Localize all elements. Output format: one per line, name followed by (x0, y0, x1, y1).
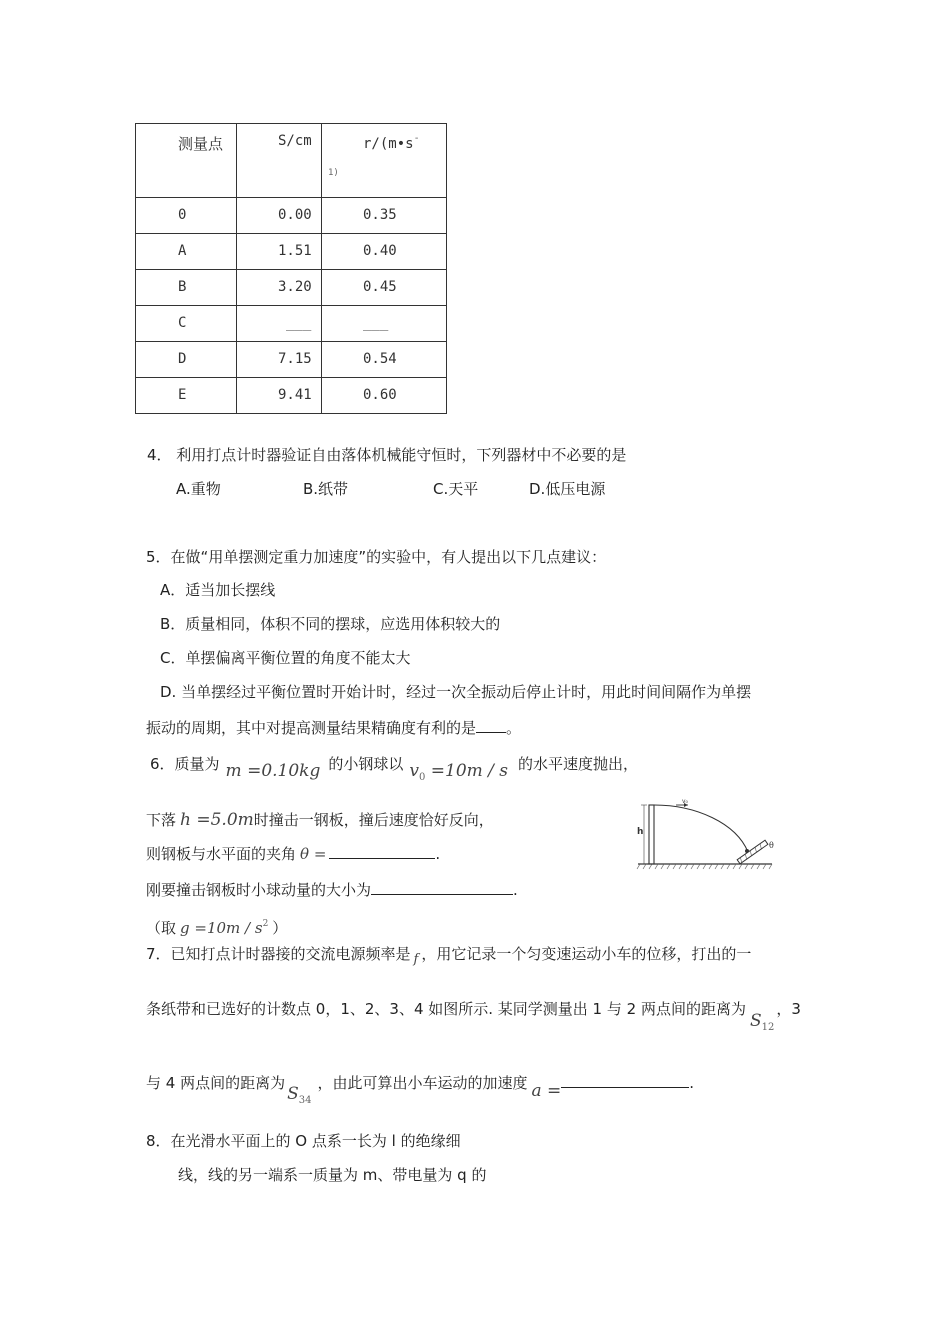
q6-text: ） (272, 919, 288, 937)
table-header-row (136, 124, 447, 198)
q7-text: ，用它记录一个匀变速运动小车的位移，打出的一 (421, 945, 752, 963)
table-cell: 3.20 (237, 270, 322, 306)
q6-end: . (435, 845, 441, 863)
table-cell: ___ (322, 306, 447, 342)
steel-plate-shape (737, 840, 768, 864)
header-label: S/cm (278, 133, 312, 149)
header-superscript: - (413, 133, 420, 144)
q6-text: 的小钢球以 (328, 755, 404, 773)
table-cell: C (136, 306, 237, 342)
table-row (136, 234, 447, 270)
table-cell: E (136, 378, 237, 414)
table-cell: 0.45 (322, 270, 447, 306)
q5-option-c: C．单摆偏离平衡位置的角度不能太大 (160, 649, 411, 667)
q4-option-d: D.低压电源 (529, 480, 606, 498)
trajectory-path (654, 805, 748, 852)
q6-velocity-symbol: v (409, 761, 419, 781)
q7-frequency-symbol: f (413, 952, 419, 967)
table-row (136, 342, 447, 378)
q6-text: 时撞击一钢板，撞后速度恰好反向， (253, 811, 494, 829)
q5-answer-blank[interactable] (476, 732, 506, 733)
q6-text: （取 (146, 919, 177, 937)
q7-acceleration-blank[interactable] (561, 1087, 689, 1088)
q6-end: . (513, 881, 518, 899)
q6-text: 则钢板与水平面的夹角 (146, 845, 297, 863)
q6-velocity-formula: =10m / s (425, 761, 509, 781)
figure-label-h: h (637, 827, 644, 837)
header-continuation: 1) (328, 168, 339, 178)
projectile-figure (636, 793, 776, 871)
q5-continuation (146, 718, 521, 738)
header-label: r/(m•s (363, 136, 414, 152)
table-cell: A (136, 234, 237, 270)
q5-option-d: D. 当单摆经过平衡位置时开始计时，经过一次全振动后停止计时，用此时间间隔作为单摆 (160, 683, 752, 701)
q5-option-a: A．适当加长摆线 (160, 581, 276, 599)
q5-cont-text: 振动的周期，其中对提高测量结果精确度有利的是 (146, 719, 477, 737)
q7-end: . (689, 1074, 695, 1092)
q7-s12-symbol: S (749, 1011, 762, 1031)
q6-momentum-blank[interactable] (371, 894, 513, 895)
q6-velocity-subscript: 0 (418, 772, 426, 783)
table-cell: 7.15 (237, 342, 322, 378)
q4-option-a: A.重物 (176, 480, 221, 498)
q7-s12-subscript: 12 (761, 1022, 775, 1033)
q6-line2 (146, 810, 494, 830)
table-cell: 1.51 (237, 234, 322, 270)
table-cell: 0.54 (322, 342, 447, 378)
figure-label-v0: v₀ (682, 798, 688, 805)
q6-mass-formula: m =0.10kg (225, 761, 321, 781)
q7-line1 (146, 944, 751, 966)
header-cell (136, 124, 237, 198)
table-cell: 0 (136, 198, 237, 234)
table-cell: 0.40 (322, 234, 447, 270)
q6-theta-formula: θ = (300, 845, 327, 863)
q7-text: 7．已知打点计时器接的交流电源频率是 (146, 945, 411, 963)
table-cell: 9.41 (237, 378, 322, 414)
q6-angle-blank[interactable] (329, 858, 435, 859)
q6-text: 下落 (146, 811, 177, 829)
table-cell: ___ (237, 306, 322, 342)
q6-gravity-formula: g =10m / s (180, 919, 263, 937)
header-label: 测量点 (178, 135, 224, 153)
q6-gravity-exponent: 2 (262, 919, 269, 929)
q6-line1 (150, 754, 638, 781)
table-cell: D (136, 342, 237, 378)
q8-line2: 线，线的另一端系一质量为 m、带电量为 q 的 (178, 1166, 487, 1184)
q5-stem: 5．在做“用单摆测定重力加速度”的实验中，有人提出以下几点建议： (146, 548, 607, 566)
q7-s34-subscript: 34 (298, 1095, 312, 1106)
q7-text: 条纸带和已选好的计数点 0，1、2、3、4 如图所示. 某同学测量出 1 与 2 两点间的距离为 (146, 1000, 746, 1018)
q4-option-c: C.天平 (433, 480, 479, 498)
table-cell: 0.60 (322, 378, 447, 414)
q6-text: 刚要撞击钢板时小球动量的大小为 (146, 881, 372, 899)
header-cell (237, 124, 322, 198)
q6-text: 6．质量为 (150, 755, 220, 773)
table-cell: 0.00 (237, 198, 322, 234)
q4-stem: 4． 利用打点计时器验证自由落体机械能守恒时，下列器材中不必要的是 (147, 446, 627, 464)
q7-s34-symbol: S (287, 1084, 299, 1104)
q6-height-formula: h =5.0m (180, 810, 254, 830)
q7-text: ，3 (776, 1000, 801, 1018)
q7-acceleration-formula: a = (531, 1081, 562, 1101)
table-cell: B (136, 270, 237, 306)
q6-line5 (146, 914, 287, 938)
table-row (136, 270, 447, 306)
q6-line4 (146, 880, 518, 900)
header-cell (322, 124, 447, 198)
q5-option-b: B．质量相同，体积不同的摆球，应选用体积较大的 (160, 615, 501, 633)
data-table (135, 123, 447, 414)
q4-option-b: B.纸带 (303, 480, 349, 498)
q7-line3 (146, 1073, 695, 1106)
q7-text: ，由此可算出小车运动的加速度 (317, 1074, 528, 1092)
q8-line1: 8．在光滑水平面上的 O 点系一长为 l 的绝缘细 (146, 1132, 461, 1150)
q7-line2 (146, 999, 801, 1033)
table-row (136, 306, 447, 342)
table-row (136, 378, 447, 414)
q5-end: 。 (506, 719, 522, 737)
table-cell: 0.35 (322, 198, 447, 234)
figure-label-theta: θ (769, 841, 774, 850)
table-row (136, 198, 447, 234)
tower-shape (649, 805, 654, 864)
q7-text: 与 4 两点间的距离为 (146, 1074, 286, 1092)
q6-text: 的水平速度抛出， (518, 755, 639, 773)
q6-line3 (146, 844, 440, 864)
